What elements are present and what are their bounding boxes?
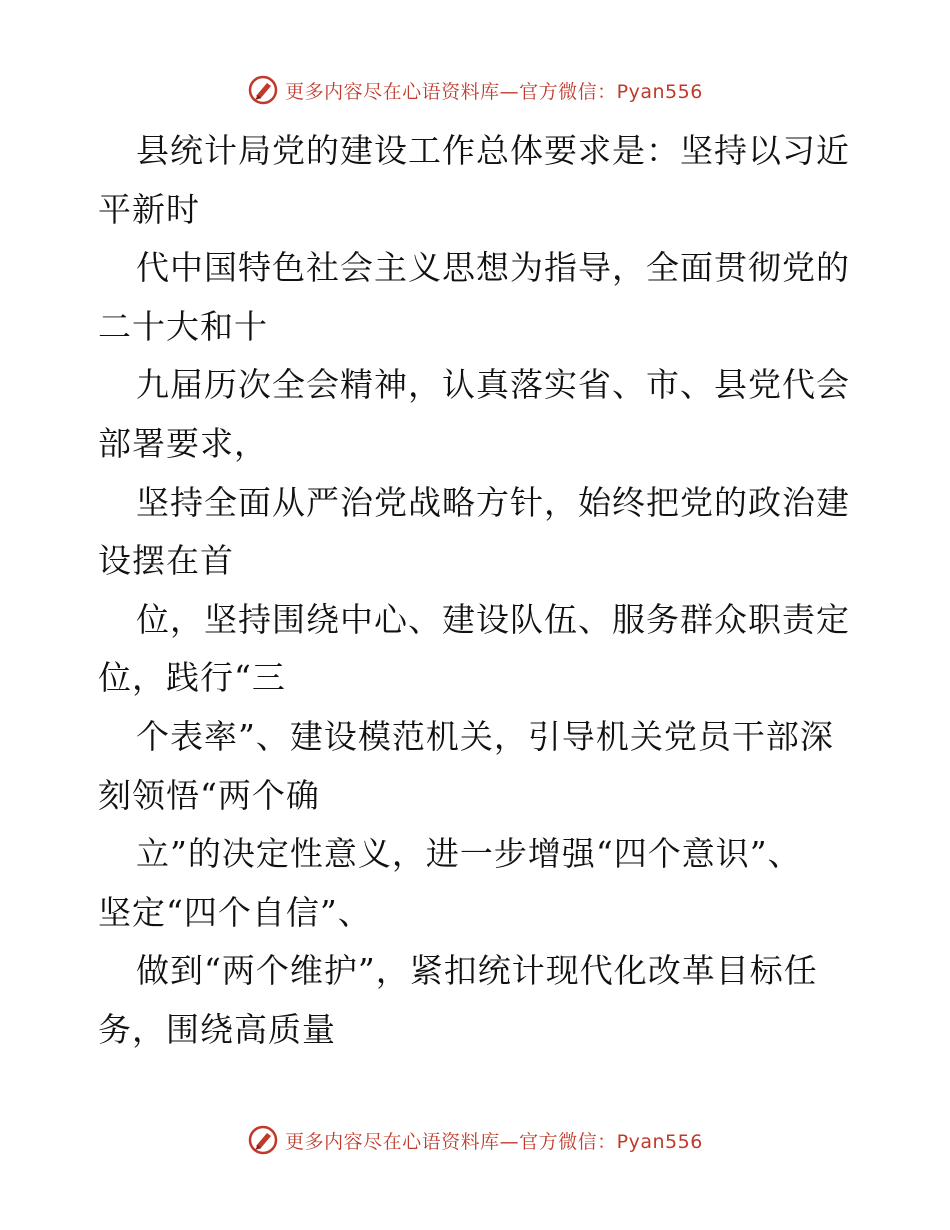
body-line-7: 坚持全面从严治党战略方针，始终把党的政治建: [136, 482, 850, 522]
body-line-5: 九届历次全会精神，认真落实省、市、县党代会: [136, 365, 850, 405]
body-line-2: 平新时: [98, 189, 200, 229]
body-line-4: 二十大和十: [98, 306, 268, 346]
body-line-13: 立”的决定性意义，进一步增强“四个意识”、: [136, 834, 802, 874]
footer-banner: [0, 1120, 950, 1160]
body-line-16: 务，围绕高质量: [98, 1009, 336, 1049]
footer-banner-text: 更多内容尽在心语资料库—官方微信：Pyan556: [285, 1130, 703, 1153]
body-line-3: 代中国特色社会主义思想为指导，全面贯彻党的: [136, 248, 850, 288]
body-line-6: 部署要求，: [98, 423, 268, 463]
body-line-1: 县统计局党的建设工作总体要求是：坚持以习近: [136, 131, 850, 170]
body-line-11: 个表率”、建设模范机关，引导机关党员干部深: [136, 716, 834, 756]
body-line-14: 坚定“四个自信”、: [98, 892, 372, 932]
document-body: [98, 122, 858, 1060]
body-line-10: 位，践行“三: [98, 658, 286, 698]
body-line-15: 做到“两个维护”，紧扣统计现代化改革目标任: [136, 951, 818, 991]
pen-logo-icon: [247, 1124, 279, 1156]
header-banner-text: 更多内容尽在心语资料库—官方微信：Pyan556: [285, 80, 703, 103]
body-line-9: 位，坚持围绕中心、建设队伍、服务群众职责定: [136, 599, 850, 639]
body-line-12: 刻领悟“两个确: [98, 775, 320, 815]
body-line-8: 设摆在首: [98, 541, 234, 581]
header-banner: [0, 70, 950, 110]
pen-logo-icon: [247, 74, 279, 106]
